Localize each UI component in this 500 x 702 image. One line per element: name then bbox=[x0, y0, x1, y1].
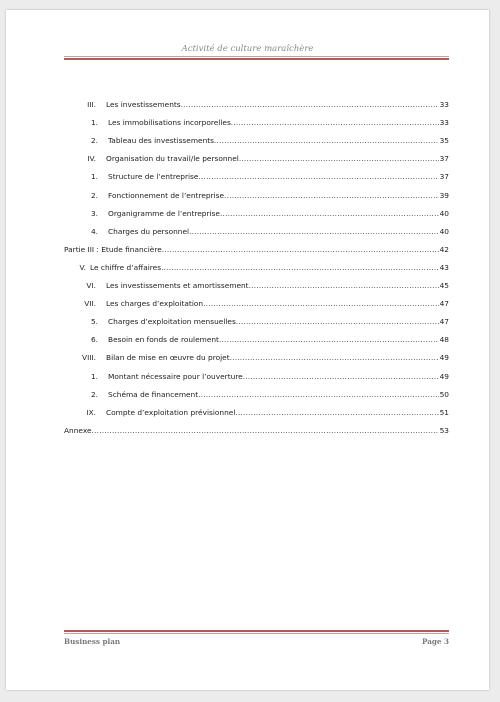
toc-entry[interactable] bbox=[64, 344, 449, 362]
toc-entry[interactable] bbox=[64, 290, 449, 308]
toc-entry[interactable] bbox=[64, 109, 449, 127]
toc-entry-number: VII. bbox=[84, 299, 96, 309]
toc-entry-label: Les charges d’exploitation bbox=[106, 299, 204, 309]
toc-entry[interactable] bbox=[64, 236, 449, 254]
toc-leader-dots bbox=[203, 299, 439, 308]
toc-entry-label: Organisation du travail/le personnel bbox=[106, 154, 239, 164]
toc-leader-dots bbox=[243, 372, 439, 381]
toc-entry-label: Annexe bbox=[64, 425, 92, 435]
toc-entry-label: Organigramme de l’entreprise bbox=[108, 208, 220, 218]
toc-entry-page-number: 50 bbox=[439, 389, 449, 399]
toc-entry-label: Tableau des investissements bbox=[108, 136, 214, 146]
toc-entry-number: VI. bbox=[86, 281, 96, 291]
toc-leader-dots bbox=[162, 245, 439, 254]
toc-entry-label: Partie III : Etude financière bbox=[64, 244, 162, 254]
toc-entry-number: V. bbox=[79, 262, 86, 272]
toc-entry[interactable] bbox=[64, 362, 449, 380]
toc-entry-page-number: 49 bbox=[439, 371, 449, 381]
toc-entry[interactable] bbox=[64, 181, 449, 199]
toc-entry-number: 4. bbox=[90, 226, 98, 236]
toc-entry-label: Les investissements et amortissement bbox=[106, 281, 249, 291]
toc-entry[interactable] bbox=[64, 163, 449, 181]
toc-entry[interactable] bbox=[64, 399, 449, 417]
footer-page-number: Page 3 bbox=[422, 637, 449, 646]
toc-entry-page-number: 33 bbox=[439, 118, 449, 128]
toc-entry-page-number: 40 bbox=[439, 208, 449, 218]
toc-entry-number: 2. bbox=[90, 190, 98, 200]
toc-entry-page-number: 40 bbox=[439, 226, 449, 236]
toc-entry-number: 1. bbox=[90, 172, 98, 182]
toc-entry-label: Montant nécessaire pour l’ouverture bbox=[108, 371, 243, 381]
toc-leader-dots bbox=[230, 353, 439, 362]
toc-entry-label: Le chiffre d’affaires bbox=[90, 262, 162, 272]
toc-leader-dots bbox=[181, 100, 439, 109]
page-header-title: Activité de culture maraîchère bbox=[181, 44, 314, 54]
toc-entry-number: 1. bbox=[90, 371, 98, 381]
toc-entry-label: Bilan de mise en œuvre du projet bbox=[106, 353, 230, 363]
toc-entry-number: IV. bbox=[87, 154, 96, 164]
toc-entry-page-number: 47 bbox=[439, 299, 449, 309]
toc-leader-dots bbox=[198, 390, 438, 399]
toc-entry-label: Les investissements bbox=[106, 100, 181, 110]
footer-rule bbox=[64, 630, 449, 634]
toc-leader-dots bbox=[92, 426, 439, 435]
toc-entry-number: 2. bbox=[90, 136, 98, 146]
toc-entry-label: Compte d’exploitation prévisionnel bbox=[106, 407, 236, 417]
toc-leader-dots bbox=[219, 335, 439, 344]
toc-entry-page-number: 39 bbox=[439, 190, 449, 200]
toc-entry-page-number: 33 bbox=[439, 100, 449, 110]
table-of-contents bbox=[64, 91, 449, 435]
toc-entry-page-number: 47 bbox=[439, 317, 449, 327]
toc-entry-label: Charges d’exploitation mensuelles bbox=[108, 317, 236, 327]
header-rule bbox=[64, 56, 449, 60]
toc-entry-number: III. bbox=[87, 100, 96, 110]
toc-leader-dots bbox=[224, 191, 439, 200]
toc-entry-number: 5. bbox=[90, 317, 98, 327]
toc-entry-page-number: 43 bbox=[439, 262, 449, 272]
toc-leader-dots bbox=[236, 317, 439, 326]
toc-entry-page-number: 35 bbox=[439, 136, 449, 146]
toc-entry[interactable] bbox=[64, 381, 449, 399]
toc-entry-page-number: 48 bbox=[439, 335, 449, 345]
toc-leader-dots bbox=[189, 227, 439, 236]
toc-entry-label: Besoin en fonds de roulement bbox=[108, 335, 219, 345]
toc-entry[interactable] bbox=[64, 308, 449, 326]
toc-entry-label: Fonctionnement de l’entreprise bbox=[108, 190, 225, 200]
toc-entry[interactable] bbox=[64, 272, 449, 290]
toc-entry[interactable] bbox=[64, 91, 449, 109]
toc-entry-number: IX. bbox=[86, 407, 96, 417]
footer-left-text: Business plan bbox=[64, 637, 121, 646]
toc-entry-number: 3. bbox=[90, 208, 98, 218]
toc-leader-dots bbox=[214, 136, 439, 145]
toc-entry[interactable] bbox=[64, 417, 449, 435]
toc-entry-label: Charges du personnel bbox=[108, 226, 190, 236]
toc-leader-dots bbox=[231, 118, 439, 127]
toc-entry-number: 6. bbox=[90, 335, 98, 345]
toc-entry[interactable] bbox=[64, 326, 449, 344]
toc-leader-dots bbox=[239, 154, 439, 163]
toc-entry[interactable] bbox=[64, 127, 449, 145]
toc-entry[interactable] bbox=[64, 145, 449, 163]
toc-entry-page-number: 37 bbox=[439, 172, 449, 182]
toc-entry-number: 1. bbox=[90, 118, 98, 128]
toc-entry-page-number: 49 bbox=[439, 353, 449, 363]
toc-entry[interactable] bbox=[64, 254, 449, 272]
toc-entry-number: 2. bbox=[90, 389, 98, 399]
page-footer bbox=[64, 637, 449, 646]
toc-entry-page-number: 42 bbox=[439, 244, 449, 254]
toc-entry[interactable] bbox=[64, 218, 449, 236]
toc-entry-page-number: 53 bbox=[439, 425, 449, 435]
toc-leader-dots bbox=[235, 408, 438, 417]
toc-entry-label: Structure de l’entreprise bbox=[108, 172, 199, 182]
toc-entry-label: Les immobilisations incorporelles bbox=[108, 118, 231, 128]
toc-leader-dots bbox=[198, 172, 438, 181]
toc-entry-page-number: 51 bbox=[439, 407, 449, 417]
toc-entry-page-number: 45 bbox=[439, 281, 449, 291]
toc-entry-number: VIII. bbox=[82, 353, 96, 363]
toc-entry-page-number: 37 bbox=[439, 154, 449, 164]
toc-leader-dots bbox=[161, 263, 439, 272]
toc-entry-label: Schéma de financement bbox=[108, 389, 199, 399]
toc-leader-dots bbox=[220, 209, 439, 218]
toc-leader-dots bbox=[249, 281, 439, 290]
toc-entry[interactable] bbox=[64, 200, 449, 218]
document-page bbox=[6, 10, 489, 690]
